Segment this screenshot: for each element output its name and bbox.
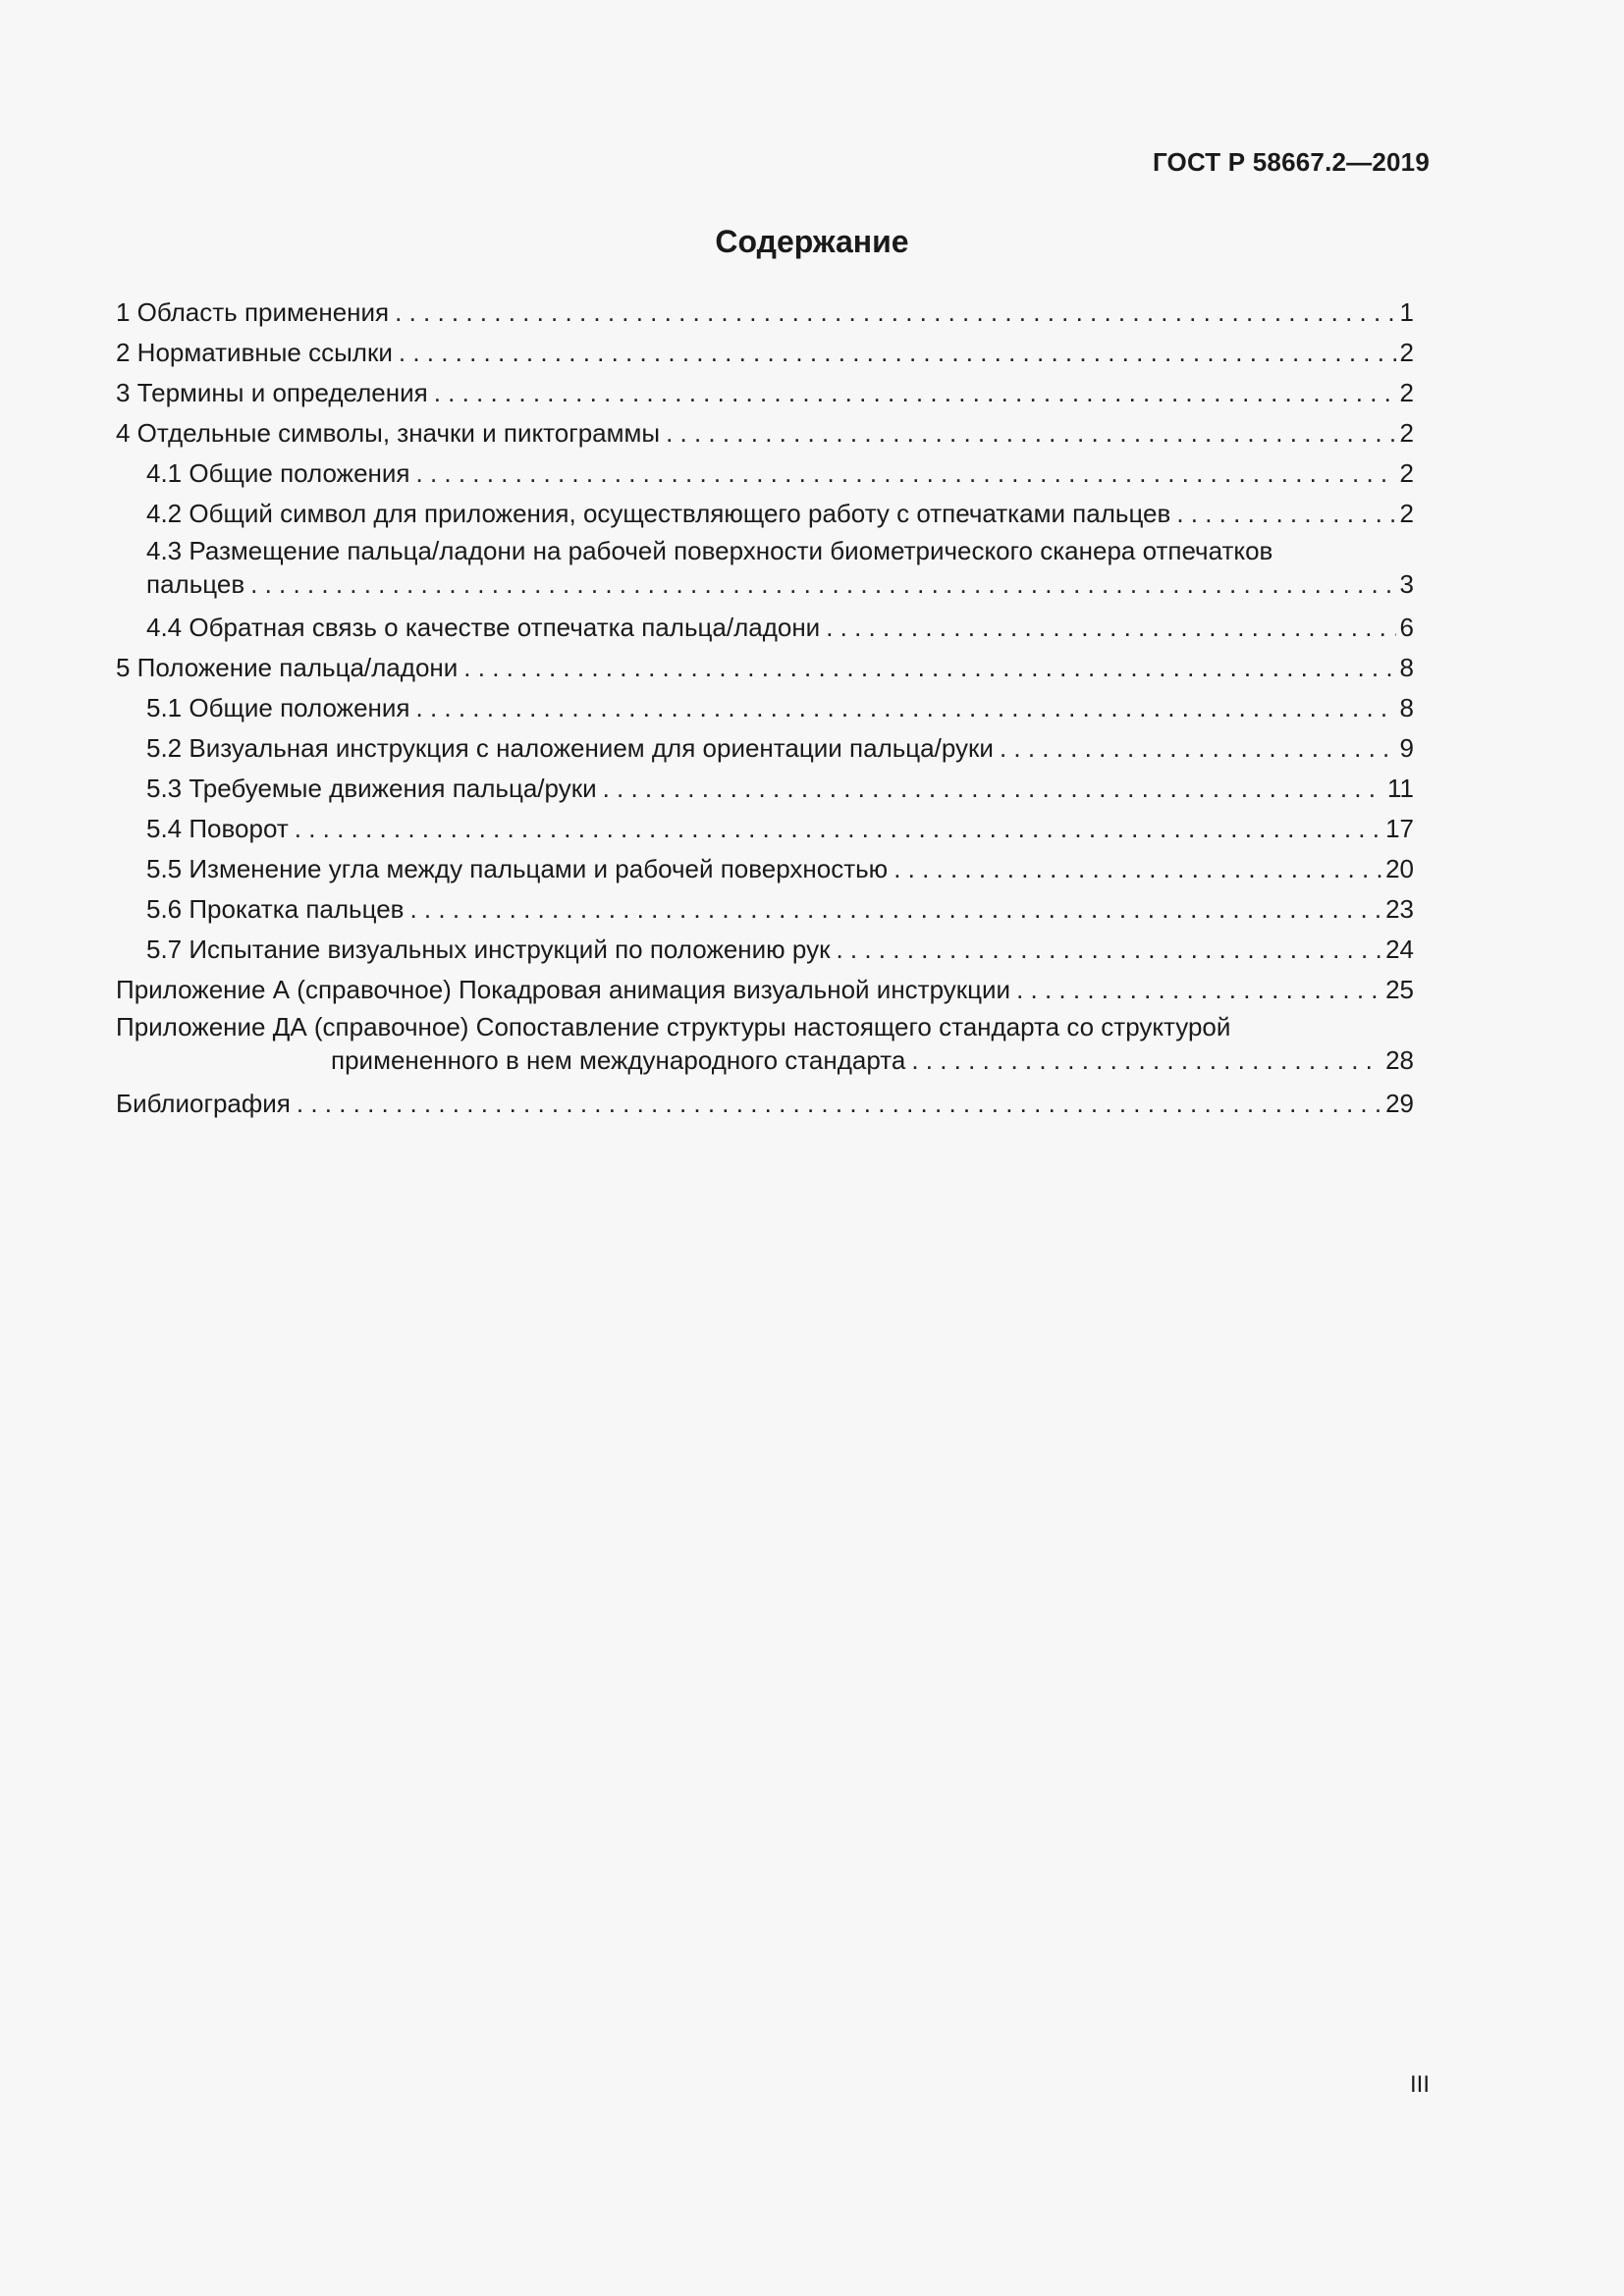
toc-page-number: 6	[1399, 613, 1414, 642]
toc-page-number: 17	[1385, 814, 1414, 843]
toc-page-number: 11	[1387, 774, 1414, 803]
toc-entry-text: 5.1 Общие положения	[146, 693, 410, 722]
dot-leader	[410, 688, 1396, 728]
toc-entry-bibliography[interactable]	[116, 1084, 1414, 1124]
dot-leader	[994, 728, 1396, 769]
table-of-contents	[116, 293, 1414, 1124]
toc-entry-text: 2 Нормативные ссылки	[116, 338, 393, 367]
toc-page-number: 2	[1399, 499, 1414, 528]
toc-entry-text: 5.7 Испытание визуальных инструкций по положению рук	[146, 934, 831, 964]
toc-entry-3[interactable]	[116, 373, 1414, 413]
toc-entry-5-3[interactable]	[116, 769, 1414, 809]
toc-entry-text: Приложение ДА (справочное) Сопоставление структуры настоящего стандарта со структурой	[116, 1012, 1231, 1041]
dot-leader	[1170, 494, 1395, 534]
toc-page-number: 2	[1399, 378, 1414, 407]
toc-page-number: 25	[1385, 975, 1414, 1004]
dot-leader	[830, 930, 1381, 970]
toc-entry-text: 5 Положение пальца/ладони	[116, 653, 459, 682]
dot-leader	[289, 809, 1381, 849]
toc-entry-text: 5.4 Поворот	[146, 814, 289, 843]
toc-page-number: 2	[1399, 458, 1414, 488]
toc-entry-appendix-a[interactable]	[116, 970, 1414, 1010]
toc-entry-5-6[interactable]	[116, 889, 1414, 930]
document-code: ГОСТ Р 58667.2—2019	[1152, 147, 1430, 177]
toc-page-number: 2	[1399, 418, 1414, 448]
toc-entry-5-2[interactable]	[116, 728, 1414, 769]
dot-leader	[820, 608, 1395, 648]
toc-title: Содержание	[715, 224, 909, 259]
dot-leader	[428, 373, 1396, 413]
toc-entry-4-3[interactable]	[116, 534, 1414, 601]
toc-entry-4[interactable]	[116, 413, 1414, 454]
dot-leader	[597, 769, 1383, 809]
toc-page-number: 29	[1385, 1089, 1414, 1118]
toc-entry-text: 1 Область применения	[116, 297, 390, 327]
toc-entry-text: 5.3 Требуемые движения пальца/руки	[146, 774, 597, 803]
dot-leader	[389, 293, 1395, 333]
toc-entry-text: 4.3 Размещение пальца/ладони на рабочей поверхности биометрического сканера отпечатков	[146, 536, 1273, 565]
toc-entry-text: 4.4 Обратная связь о качестве отпечатка пальца/ладони	[146, 613, 821, 642]
toc-entry-2[interactable]	[116, 333, 1414, 373]
toc-entry-5-5[interactable]	[116, 849, 1414, 889]
toc-entry-5-7[interactable]	[116, 930, 1414, 970]
toc-entry-5-1[interactable]	[116, 688, 1414, 728]
toc-entry-appendix-da[interactable]	[116, 1010, 1414, 1077]
dot-leader	[404, 889, 1381, 930]
toc-entry-text: Библиография	[116, 1089, 291, 1118]
dot-leader	[1010, 970, 1381, 1010]
page-number: III	[1409, 2071, 1430, 2098]
dot-leader	[291, 1084, 1381, 1124]
toc-entry-text: 3 Термины и определения	[116, 378, 428, 407]
toc-page-number: 8	[1399, 693, 1414, 722]
toc-page-number: 9	[1399, 733, 1414, 763]
toc-entry-5-4[interactable]	[116, 809, 1414, 849]
toc-page-number: 3	[1399, 569, 1414, 599]
toc-page-number: 1	[1399, 297, 1414, 327]
dot-leader	[888, 849, 1381, 889]
toc-entry-text-continued: примененного в нем международного стандарта	[331, 1045, 906, 1075]
toc-page-number: 20	[1385, 854, 1414, 883]
toc-page-number: 23	[1385, 894, 1414, 924]
toc-entry-text: 4.2 Общий символ для приложения, осуществляющего работу с отпечатками пальцев	[146, 499, 1171, 528]
dot-leader	[393, 333, 1396, 373]
dot-leader	[244, 567, 1395, 601]
toc-entry-4-1[interactable]	[116, 454, 1414, 494]
toc-entry-text: 4.1 Общие положения	[146, 458, 410, 488]
toc-page-number: 28	[1385, 1045, 1414, 1075]
toc-page-number: 8	[1399, 653, 1414, 682]
toc-entry-5[interactable]	[116, 648, 1414, 688]
dot-leader	[458, 648, 1395, 688]
toc-page-number: 24	[1385, 934, 1414, 964]
toc-entry-4-4[interactable]	[116, 608, 1414, 648]
toc-entry-text: 5.5 Изменение угла между пальцами и рабочей поверхностью	[146, 854, 889, 883]
toc-entry-text: 5.2 Визуальная инструкция с наложением для ориентации пальца/руки	[146, 733, 994, 763]
toc-entry-text: Приложение А (справочное) Покадровая анимация визуальной инструкции	[116, 975, 1011, 1004]
dot-leader	[660, 413, 1395, 454]
dot-leader	[905, 1043, 1381, 1077]
toc-entry-1[interactable]	[116, 293, 1414, 333]
toc-entry-4-2[interactable]	[116, 494, 1414, 534]
toc-entry-text: 4 Отдельные символы, значки и пиктограммы	[116, 418, 661, 448]
toc-page-number: 2	[1399, 338, 1414, 367]
dot-leader	[410, 454, 1396, 494]
toc-entry-text: 5.6 Прокатка пальцев	[146, 894, 405, 924]
toc-entry-text-continued: пальцев	[146, 569, 245, 599]
